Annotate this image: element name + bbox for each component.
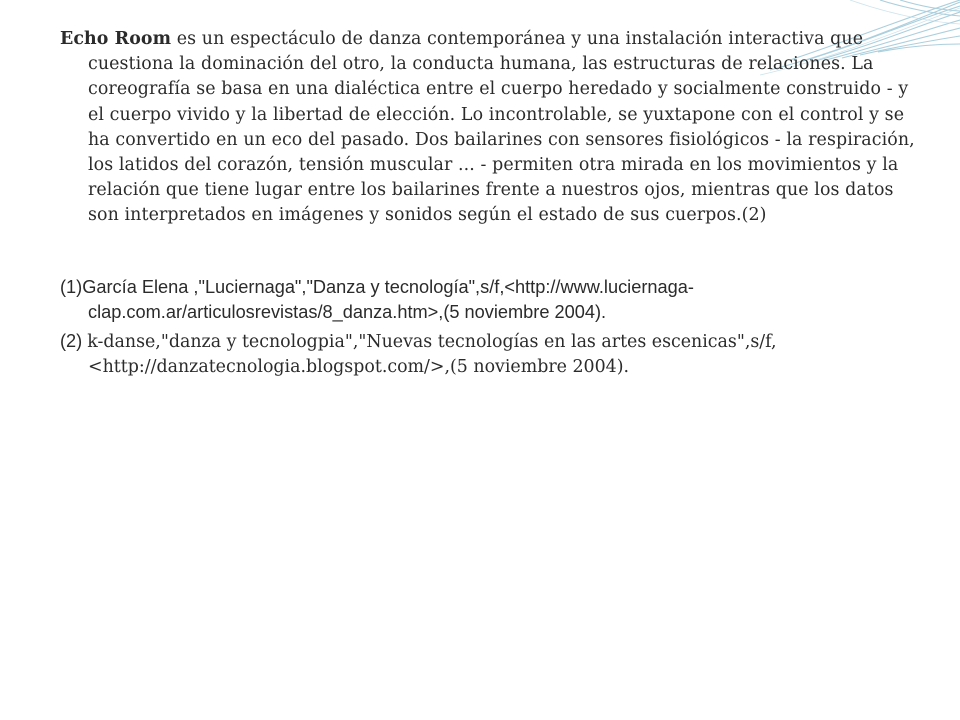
reference-2-text: k-danse,"danza y tecnologpia","Nuevas tecnologías en las artes escenicas",s/f,<http://danzatecnologia.blogspot.com/>,(5 noviembre 2004). bbox=[87, 331, 777, 377]
description-paragraph bbox=[60, 27, 920, 229]
reference-1: (1)García Elena ,"Luciernaga","Danza y tecnología",s/f,<http://www.luciernaga-clap.com.ar/articulosrevistas/8_danza.htm>,(5 noviembre 2004). bbox=[60, 276, 694, 322]
echo-room-term: Echo Room bbox=[60, 29, 172, 49]
reference-2-number: (2) bbox=[60, 330, 88, 351]
description-text: es un espectáculo de danza contemporánea y una instalación interactiva que cuestiona la dominación del otro, la conducta humana, las estructuras de relaciones. La coreografía se basa en una dialéctica entre el cuerpo heredado y socialmente construido - y el cuerpo vivido y la libertad de elección. Lo incontrolable, se yuxtapone con el control y se ha convertido en un eco del pasado. Dos bailarines con sensores fisiológicos - la respiración, los latidos del corazón, tensión muscular ... - permiten otra mirada en los movimientos y la relación que tiene lugar entre los bailarines frente a nuestros ojos, mientras que los datos son interpretados en imágenes y sonidos según el estado de sus cuerpos.(2) bbox=[88, 29, 915, 226]
reference-2 bbox=[60, 329, 920, 380]
content-area bbox=[60, 27, 920, 380]
